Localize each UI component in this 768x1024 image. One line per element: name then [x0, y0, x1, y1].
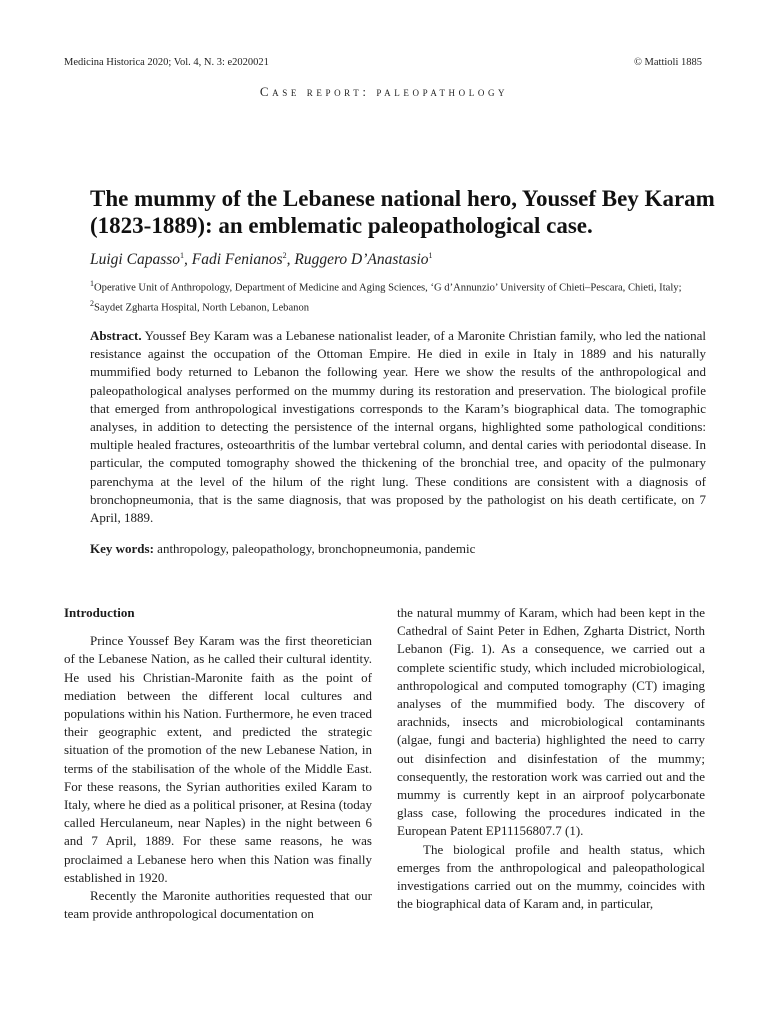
author-affil-mark: 2 [282, 251, 287, 260]
body-column-right [397, 604, 705, 913]
author-affil-mark: 1 [180, 251, 185, 260]
abstract-label: Abstract. [90, 328, 142, 343]
affiliation-text: Saydet Zgharta Hospital, North Lebanon, Lebanon [94, 302, 310, 314]
affiliation-text: Operative Unit of Anthropology, Department of Medicine and Aging Sciences, ‘G d’Annunzio’ University of Chieti–Pescara, Chieti, Italy; [94, 282, 682, 294]
keywords [90, 540, 706, 558]
paragraph: The biological profile and health status, which emerges from the anthropological and paleopathological investigations carried out on the mummy, coincides with the biographical data of Karam and, in particular, [397, 841, 705, 912]
journal-citation: Medicina Historica 2020; Vol. 4, N. 3: e2020021 [64, 57, 269, 68]
author-name: Fadi Fenianos [191, 251, 283, 269]
affiliations [90, 276, 708, 315]
affil-mark: 2 [90, 298, 94, 308]
author-list [90, 251, 710, 269]
author-name: Luigi Capasso [90, 251, 181, 269]
affil-mark: 1 [90, 279, 94, 288]
author-separator: , [286, 251, 295, 269]
author-separator: , [184, 251, 192, 269]
body-column-left [64, 604, 372, 923]
section-label: Case report: paleopathology [259, 84, 509, 99]
keywords-label: Key words: [90, 541, 154, 556]
paragraph: Recently the Maronite authorities requested that our team provide anthropological documentation on [64, 888, 372, 922]
copyright-notice: © Mattioli 1885 [633, 57, 702, 68]
abstract-text: Youssef Bey Karam was a Lebanese nationalist leader, of a Maronite Christian family, who led the national resistance against the occupation of the Ottoman Empire. He died in exile in Italy in 1889 and his naturally mummified body returned to Lebanon the following year. Here we show the results of the anthropological and paleopathological analyses performed on the mummy during its restoration and preservation. The biological profile that emerged from anthropological investigations corresponds to the Karam’s biographical data. The tomographic analyses, in addition to detecting the persistence of the internal organs, highlighted some pathological conditions: multiple healed fractures, osteoarthritis of the lumbar vertebral column, and dental caries with periodontal disease. In particular, the computed tomography showed the thickening of the bronchial tree, and opacity of the pulmonary parenchyma at the level of the hilum of the right lung. These conditions are consistent with a diagnosis of bronchopneumonia, that is the same diagnosis, that was proposed by the pathologist on his death certificate, on 7 April, 1889. [90, 328, 706, 526]
author-name: Ruggero D’Anastasio [294, 251, 429, 269]
paragraph: the natural mummy of Karam, which had been kept in the Cathedral of Saint Peter in Edhen, Zgharta District, North Lebanon (Fig. 1). As a consequence, we carried out a complete scientific study, which included microbiological, anthropological and computed tomography (CT) imaging analyses of the mummified body. The discovery of arachnids, insects and microbiological contaminants (algae, fungi and bacteria) highlighted the need to carry out disinfection and disinfestation of the mummy; consequently, the restoration work was carried out and the mummy is currently kept in an airproof polycarbonate glass case, following the procedures indicated in the European Patent EP11156807.7 (1). [397, 605, 705, 839]
paragraph: Prince Youssef Bey Karam was the first theoretician of the Lebanese Nation, as he called their cultural identity. He used his Christian-Maronite faith as the point of mediation between the different local cultures and populations within his Nation. Furthermore, he even traced their geographic extent, and predicted the strategic situation of the promotion of the new Lebanese Nation, in terms of the stabilisation of the whole of the Middle East. For these reasons, the Syrian authorities exiled Karam to Italy, where he died as a political prisoner, at Resina (today called Herculaneum, near Naples) in the night between 6 and 7 April, 1889. For these same reasons, he was proclaimed a Lebanese hero when this Nation was finally established in 1920. [64, 633, 372, 885]
article-title: The mummy of the Lebanese national hero, Youssef Bey Karam (1823-1889): an emblematic paleopathological case. [90, 186, 715, 238]
keywords-text: anthropology, paleopathology, bronchopneumonia, pandemic [157, 541, 476, 556]
section-heading: Introduction [64, 605, 135, 620]
running-head [64, 57, 702, 68]
author-affil-mark: 1 [428, 251, 433, 260]
abstract [90, 327, 706, 527]
